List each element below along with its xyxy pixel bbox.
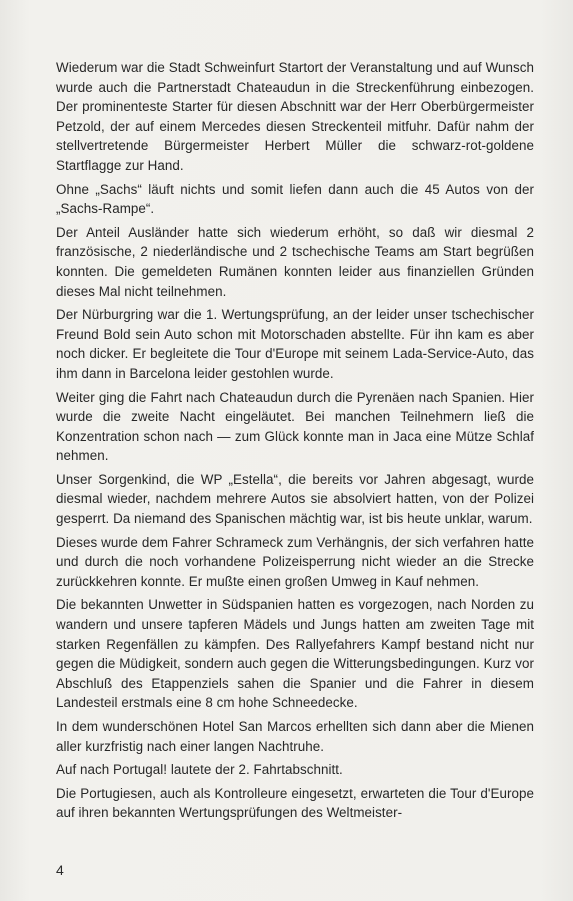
paragraph-2: Ohne „Sachs“ läuft nichts und somit liefen dann auch die 45 Autos von der „Sachs-Rampe“. xyxy=(56,181,534,217)
paragraph-9: In dem wunderschönen Hotel San Marcos erhellten sich dann aber die Mienen aller kurzfristig nach einer langen Nachtruhe. xyxy=(56,719,534,754)
paragraph-11: Die Portugiesen, auch als Kontrolleure eingesetzt, erwarteten die Tour d'Europe auf ihren bekannten Wertungsprüfungen des Weltmeister- xyxy=(56,785,534,821)
paragraph-7: Dieses wurde dem Fahrer Schrameck zum Verhängnis, der sich verfahren hatte und durch die noch vorhandene Polizeisperrung nicht wieder an die Strecke zurückkehren konnte. Er mußte einen großen Umweg in Kauf nehmen. xyxy=(56,534,534,589)
paragraph-3: Der Anteil Ausländer hatte sich wiederum erhöht, so daß wir diesmal 2 französische, 2 niederländische und 2 tschechische Teams am Start begrüßen konnten. Die gemeldeten Rumänen konnten leider aus finanziellen Gründen dieses Mal nicht teilnehmen. xyxy=(56,224,534,299)
page-number: 4 xyxy=(56,862,64,878)
paragraph-5: Weiter ging die Fahrt nach Chateaudun durch die Pyrenäen nach Spanien. Hier wurde die zweite Nacht eingeläutet. Bei manchen Teilnehmern ließ die Konzentration schon nach — zum Glück konnte man in Jaca eine Mütze Schlaf nehmen. xyxy=(56,389,534,464)
body-text xyxy=(56,58,534,827)
paragraph-4: Der Nürburgring war die 1. Wertungsprüfung, an der leider unser tschechischer Freund Bold sein Auto schon mit Motorschaden abstellte. Für ihn kam es aber noch dicker. Er begleitete die Tour d'Europe mit seinem Lada-Service-Auto, das ihm dann in Barcelona leider gestohlen wurde. xyxy=(56,307,534,381)
paragraph-6: Unser Sorgenkind, die WP „Estella“, die bereits vor Jahren abgesagt, wurde diesmal wieder, nachdem mehrere Autos sie absolviert hatten, von der Polizei gesperrt. Da niemand des Spanischen mächtig war, ist bis heute unklar, warum. xyxy=(56,471,534,527)
paragraph-1: Wiederum war die Stadt Schweinfurt Startort der Veranstaltung und auf Wunsch wurde auch die Partnerstadt Chateaudun in die Streckenführung einbezogen. Der prominenteste Starter für diesen Abschnitt war der Herr Oberbürgermeister Petzold, der auf einem Mercedes diesen Streckenteil mitfuhr. Dafür nahm der stellvertretende Bürgermeister Herbert Müller die schwarz-rot-goldene Startflagge zur Hand. xyxy=(56,60,534,173)
paragraph-10: Auf nach Portugal! lautete der 2. Fahrtabschnitt. xyxy=(56,762,343,778)
paragraph-8: Die bekannten Unwetter in Südspanien hatten es vorgezogen, nach Norden zu wandern und unsere tapferen Mädels und Jungs hatten am zweiten Tage mit starken Regenfällen zu kämpfen. Des Rallyefahrers Kampf bestand nicht nur gegen die Müdigkeit, sondern auch gegen die Witterungsbedingungen. Kurz vor Abschluß des Etappenziels sahen die Spanier und die Fahrer in diesem Landesteil erstmals eine 8 cm hohe Schneedecke. xyxy=(56,597,534,711)
